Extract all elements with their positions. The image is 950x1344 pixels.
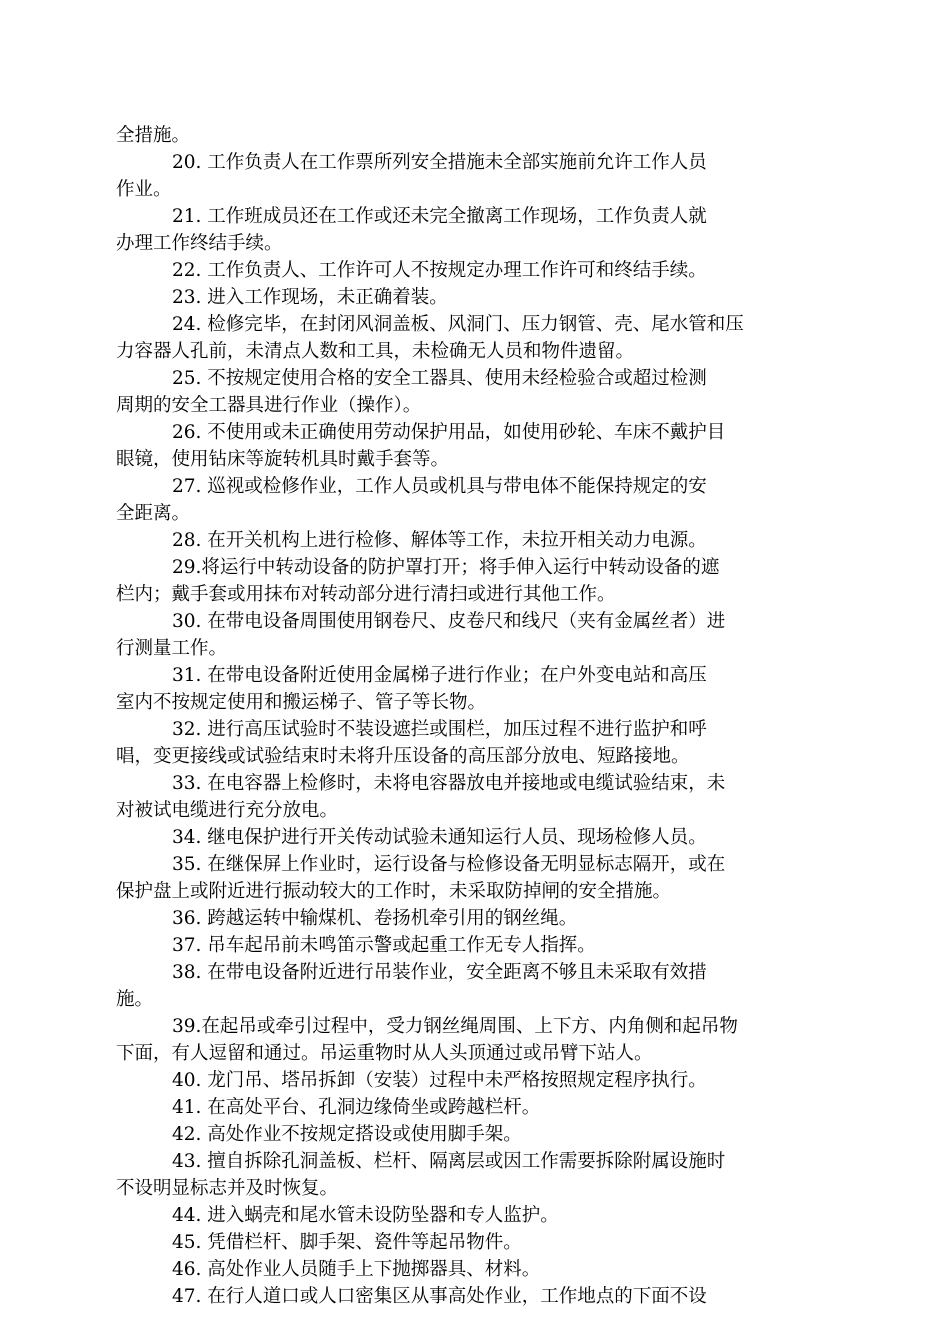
list-item-start-line: 28. 在开关机构上进行检修、解体等工作，未拉开相关动力电源。 <box>172 530 707 551</box>
list-item-start-line: 36. 跨越运转中输煤机、卷扬机牵引用的钢丝绳。 <box>172 908 578 929</box>
list-item-start-line: 45. 凭借栏杆、脚手架、瓷件等起吊物件。 <box>172 1232 522 1253</box>
list-item-start-line: 42. 高处作业不按规定搭设或使用脚手架。 <box>172 1124 522 1145</box>
list-item-continuation-line: 施。 <box>116 989 154 1010</box>
list-item-continuation-line: 保护盘上或附近进行振动较大的工作时，未采取防掉闸的安全措施。 <box>116 881 672 902</box>
list-item-start-line: 38. 在带电设备附近进行吊装作业，安全距离不够且未采取有效措 <box>172 962 707 983</box>
list-item-continuation-line: 对被试电缆进行充分放电。 <box>116 800 339 821</box>
list-item-continuation-line: 栏内；戴手套或用抹布对转动部分进行清扫或进行其他工作。 <box>116 584 616 605</box>
list-item-continuation-line: 唱，变更接线或试验结束时未将升压设备的高压部分放电、短路接地。 <box>116 746 690 767</box>
document-body-text <box>116 122 832 1310</box>
list-item-continuation-line: 力容器人孔前，未清点人数和工具，未检确无人员和物件遗留。 <box>116 341 635 362</box>
list-item-start-line: 23. 进入工作现场，未正确着装。 <box>172 287 448 308</box>
list-item-start-line: 39.在起吊或牵引过程中，受力钢丝绳周围、上下方、内角侧和起吊物 <box>172 1016 738 1037</box>
list-item-continuation-line: 全距离。 <box>116 503 191 524</box>
list-item-start-line: 41. 在高处平台、孔洞边缘倚坐或跨越栏杆。 <box>172 1097 541 1118</box>
list-item-continuation-line: 下面，有人逗留和通过。吊运重物时从人头顶通过或吊臂下站人。 <box>116 1043 653 1064</box>
list-item-start-line: 21. 工作班成员还在工作或还未完全撤离工作现场，工作负责人就 <box>172 206 707 227</box>
list-item-start-line: 40. 龙门吊、塔吊拆卸（安装）过程中未严格按照规定程序执行。 <box>172 1070 707 1091</box>
list-item-start-line: 43. 擅自拆除孔洞盖板、栏杆、隔离层或因工作需要拆除附属设施时 <box>172 1151 726 1172</box>
list-item-continuation-line: 不设明显标志并及时恢复。 <box>116 1178 339 1199</box>
list-item-start-line: 24. 检修完毕，在封闭风洞盖板、风洞门、压力钢管、壳、尾水管和压 <box>172 314 744 335</box>
list-item-continuation-line: 周期的安全工器具进行作业（操作）。 <box>116 395 422 416</box>
list-item-start-line: 44. 进入蜗壳和尾水管未设防坠器和专人监护。 <box>172 1205 559 1226</box>
list-item-start-line: 32. 进行高压试验时不装设遮拦或围栏，加压过程不进行监护和呼 <box>172 719 707 740</box>
list-item-start-line: 46. 高处作业人员随手上下抛掷器具、材料。 <box>172 1259 541 1280</box>
list-item-continuation-line: 行测量工作。 <box>116 638 228 659</box>
list-item-start-line: 33. 在电容器上检修时，未将电容器放电并接地或电缆试验结束，未 <box>172 773 726 794</box>
list-item-continuation-line: 办理工作终结手续。 <box>116 233 283 254</box>
list-item-continuation-line: 室内不按规定使用和搬运梯子、管子等长物。 <box>116 692 487 713</box>
list-item-start-line: 30. 在带电设备周围使用钢卷尺、皮卷尺和线尺（夹有金属丝者）进 <box>172 611 726 632</box>
list-item-start-line: 35. 在继保屏上作业时，运行设备与检修设备无明显标志隔开，或在 <box>172 854 726 875</box>
list-item-continuation-line: 全措施。 <box>116 125 191 146</box>
list-item-start-line: 27. 巡视或检修作业，工作人员或机具与带电体不能保持规定的安 <box>172 476 707 497</box>
list-item-start-line: 26. 不使用或未正确使用劳动保护用品，如使用砂轮、车床不戴护目 <box>172 422 726 443</box>
list-item-start-line: 31. 在带电设备附近使用金属梯子进行作业；在户外变电站和高压 <box>172 665 707 686</box>
list-item-start-line: 22. 工作负责人、工作许可人不按规定办理工作许可和终结手续。 <box>172 260 707 281</box>
list-item-start-line: 25. 不按规定使用合格的安全工器具、使用未经检验合或超过检测 <box>172 368 707 389</box>
list-item-continuation-line: 作业。 <box>116 179 172 200</box>
list-item-continuation-line: 眼镜，使用钻床等旋转机具时戴手套等。 <box>116 449 450 470</box>
list-item-start-line: 34. 继电保护进行开关传动试验未通知运行人员、现场检修人员。 <box>172 827 707 848</box>
list-item-start-line: 29.将运行中转动设备的防护罩打开；将手伸入运行中转动设备的遮 <box>172 557 720 578</box>
list-item-start-line: 37. 吊车起吊前未鸣笛示警或起重工作无专人指挥。 <box>172 935 596 956</box>
list-item-start-line: 20. 工作负责人在工作票所列安全措施未全部实施前允许工作人员 <box>172 152 707 173</box>
list-item-start-line: 47. 在行人道口或人口密集区从事高处作业，工作地点的下面不设 <box>172 1286 707 1307</box>
